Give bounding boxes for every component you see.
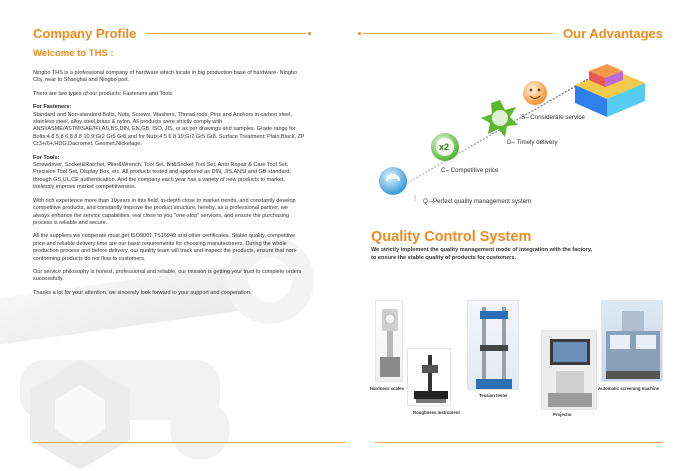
thanks-paragraph: Thanks a lot for your attention, we sincerely look forward to your support and cooperation.	[33, 289, 252, 296]
company-profile-heading: Company Profile	[33, 25, 137, 41]
company-profile-heading-row	[33, 25, 345, 41]
screening-machine-icon	[602, 301, 663, 382]
heading-dot	[358, 32, 361, 35]
advantages-heading: Our Advantages	[563, 25, 663, 41]
heading-divider	[363, 33, 553, 34]
tension-tester-icon	[468, 301, 519, 390]
price-icon-text: x2	[439, 142, 450, 152]
projector-caption: Projector	[553, 412, 572, 417]
tools-paragraph: Screwdriver, Socket&Ratchet, Plier&Wrench, Tool Set, Bit&Socket Tool Set, Anto Repair & Care Tool Set, Precision Tool Set, Display Box, etc. All products tested and approved as DIN, JIS,ANSI and GB standard, through GS,UL,CE authentication. And the company each year has a variety of new products to market, tirelessly improve market competitiveness.	[33, 162, 291, 191]
hardness-tester-icon	[376, 301, 403, 382]
advantage-s-label: S– Considerate service	[521, 114, 585, 121]
tession-tester-caption: Tession tester	[479, 393, 508, 398]
advantage-d-label: D– Timely delivery	[507, 139, 558, 146]
heading-dot	[308, 32, 311, 35]
roughness-instrument-photo	[407, 348, 451, 406]
automatic-screening-machine-caption: Automatic screening machine	[598, 386, 660, 391]
quality-control-heading: Quality Control System	[371, 229, 532, 245]
company-profile-body	[33, 70, 305, 303]
projector-photo	[541, 330, 597, 410]
heading-divider	[146, 33, 306, 34]
suppliers-paragraph: All the suppliers we cooperate must get ISO9001,TS16949 and other certificates. Stable quality, competitive price and reliable delivery time are our basic requirements for choosing manufacturers. During the whole production process and before delivery, our quality team will track and inspect the products, ensure that non-conforming products do not flow to customers.	[33, 233, 297, 262]
roughness-instrument-icon	[408, 349, 451, 406]
intro-paragraph: Ningbo THS is a professional company of hardware which locate in big production base of hardware- Ningbo City, near to Shanghai and Ningbo port.	[33, 70, 298, 84]
experience-paragraph: With rich experience more than 10years in this field, in-depth close to market trends, and constantly develop competitive products, and constantly improve the product structure, hereby, as a professional partner, we always enhance the service capabilities, real close to you "one-stop" services, and ensure the purchasing process is reliable and secure.	[33, 197, 296, 226]
advantage-c-label: C– Competitive price	[441, 167, 499, 174]
qc-line-2: to ensure the stable quality of products for customers.	[371, 255, 517, 261]
hardness-scales-caption: Hardness scales	[370, 386, 404, 391]
right-bottom-divider	[375, 442, 663, 443]
philosophy-paragraph: Our service philosophy is honest, professional and reliable, our mission is getting your trust to complete orders successfully.	[33, 268, 302, 283]
automatic-screening-machine-photo	[601, 300, 663, 382]
quality-control-description	[371, 246, 671, 262]
roughness-instrument-caption: Roughness instrument	[413, 410, 460, 415]
product-types-paragraph: There are two types of our products: Fasteners and Tools	[33, 90, 173, 97]
tession-tester-photo	[467, 300, 519, 390]
advantages-page	[345, 0, 690, 471]
hardness-scales-photo	[375, 300, 403, 382]
delivery-icon	[481, 100, 518, 137]
advantages-diagram	[345, 55, 690, 215]
advantage-q-label: Q –Perfect quality management system	[423, 198, 532, 205]
advantages-heading-row	[345, 25, 663, 41]
projector-icon	[542, 331, 597, 410]
quality-icon	[379, 167, 407, 195]
left-bottom-divider	[33, 442, 345, 443]
tools-heading: For Tools:	[33, 154, 60, 161]
welcome-heading: Welcome to THS :	[33, 48, 114, 59]
boxes-stack-icon	[575, 64, 645, 117]
fasteners-heading: For Fasteners:	[33, 104, 72, 111]
fasteners-paragraph: Standard and Non-standard Bolts, Nuts, Screws, Washers, Thread rods, Pins and Anchors in carbon steel, stainless steel, alloy steel,brass & nylon. All products were strictly comply with ANSI/ASME/ASTM/SAE/IFI,AS,BS,DIN, EN,GB, ISO, JIS, or as per drawings and samples. Grade range for Bolts:4.8 5.8 6.8 8.8 10.9;Gr2 Gr5 Gr8,and for Nuts:4 5 6 8 10;Gr2 Gr5 Gr8. Surface Treatment: Plain,Black, ZP Cr3+/6+,HDG,Dacromet, Geomet,Nickelage.	[33, 111, 305, 148]
qc-line-1: We strictly implement the quality management mode of integration with the factory,	[371, 247, 593, 253]
service-smiley-icon	[523, 81, 547, 105]
